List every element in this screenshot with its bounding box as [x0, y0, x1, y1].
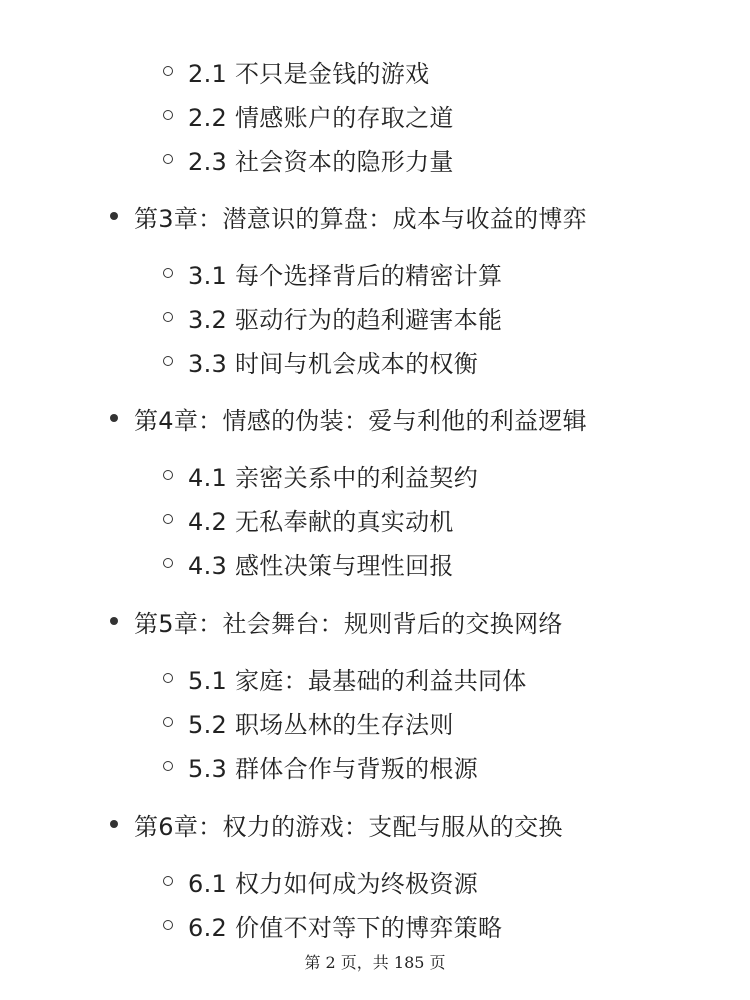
toc-item[interactable]	[163, 749, 478, 783]
hollow-bullet-icon	[163, 876, 173, 886]
toc-chapter-label: 第5章：社会舞台：规则背后的交换网络	[134, 609, 563, 638]
hollow-bullet-icon	[163, 356, 173, 366]
hollow-bullet-icon	[163, 154, 173, 164]
toc-item[interactable]	[163, 54, 429, 88]
page-number-footer: 第 2 页，共 185 页	[304, 953, 446, 972]
hollow-bullet-icon	[163, 66, 173, 76]
toc-chapter-label: 第6章：权力的游戏：支配与服从的交换	[134, 812, 563, 841]
hollow-bullet-icon	[163, 470, 173, 480]
toc-chapter-label: 第3章：潜意识的算盘：成本与收益的博弈	[134, 204, 587, 233]
hollow-bullet-icon	[163, 717, 173, 727]
toc-chapter[interactable]	[110, 400, 587, 436]
hollow-bullet-icon	[163, 312, 173, 322]
toc-item-label: 5.2 职场丛林的生存法则	[188, 710, 454, 739]
solid-bullet-icon	[110, 617, 118, 625]
hollow-bullet-icon	[163, 268, 173, 278]
toc-item-label: 3.2 驱动行为的趋利避害本能	[188, 305, 503, 334]
toc-chapter-label: 第4章：情感的伪装：爱与利他的利益逻辑	[134, 406, 587, 435]
toc-item[interactable]	[163, 98, 454, 132]
toc-item-label: 2.3 社会资本的隐形力量	[188, 147, 454, 176]
toc-item-label: 5.3 群体合作与背叛的根源	[188, 754, 478, 783]
solid-bullet-icon	[110, 820, 118, 828]
toc-item-label: 3.3 时间与机会成本的权衡	[188, 349, 478, 378]
toc-item-label: 4.1 亲密关系中的利益契约	[188, 463, 478, 492]
toc-item-label: 4.2 无私奉献的真实动机	[188, 507, 454, 536]
toc-item[interactable]	[163, 705, 454, 739]
toc-item[interactable]	[163, 864, 478, 898]
toc-item-label: 4.3 感性决策与理性回报	[188, 551, 454, 580]
toc-item-label: 6.2 价值不对等下的博弈策略	[188, 913, 503, 942]
toc-item-label: 2.2 情感账户的存取之道	[188, 103, 454, 132]
toc-chapter[interactable]	[110, 603, 563, 639]
toc-item[interactable]	[163, 502, 454, 536]
solid-bullet-icon	[110, 212, 118, 220]
solid-bullet-icon	[110, 414, 118, 422]
toc-chapter[interactable]	[110, 806, 563, 842]
toc-item[interactable]	[163, 300, 502, 334]
toc-item[interactable]	[163, 256, 502, 290]
hollow-bullet-icon	[163, 920, 173, 930]
toc-item-label: 3.1 每个选择背后的精密计算	[188, 261, 503, 290]
toc-item[interactable]	[163, 661, 527, 695]
hollow-bullet-icon	[163, 514, 173, 524]
toc-item[interactable]	[163, 458, 478, 492]
toc-item-label: 6.1 权力如何成为终极资源	[188, 869, 478, 898]
hollow-bullet-icon	[163, 673, 173, 683]
hollow-bullet-icon	[163, 558, 173, 568]
toc-item[interactable]	[163, 908, 502, 942]
hollow-bullet-icon	[163, 110, 173, 120]
toc-chapter[interactable]	[110, 198, 587, 234]
toc-item-label: 2.1 不只是金钱的游戏	[188, 59, 430, 88]
toc-item[interactable]	[163, 546, 454, 580]
toc-item[interactable]	[163, 142, 454, 176]
toc-item[interactable]	[163, 344, 478, 378]
hollow-bullet-icon	[163, 761, 173, 771]
toc-item-label: 5.1 家庭：最基础的利益共同体	[188, 666, 527, 695]
